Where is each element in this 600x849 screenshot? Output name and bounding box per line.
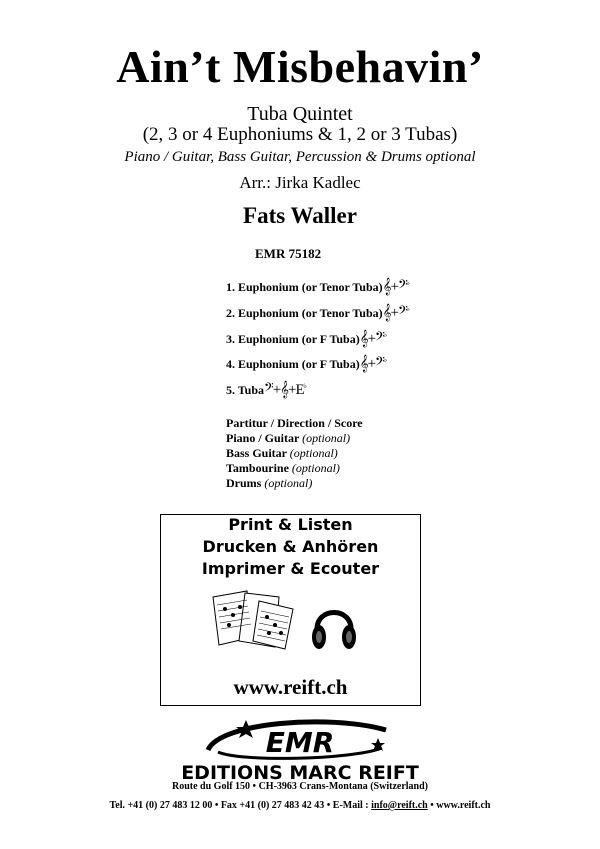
arranger: Arr.: Jirka Kadlec <box>239 173 361 192</box>
clef-icon: 𝄞+𝄢♭ <box>382 279 409 295</box>
subtitle: Tuba Quintet <box>247 103 353 125</box>
optional-instruments: Piano / Guitar, Bass Guitar, Percussion & Drums optional <box>124 149 476 165</box>
publisher-contact: Tel. +41 (0) 27 483 12 00 • Fax +41 (0) 27 483 42 43 • E-Mail : info@reift.ch • www.reift.ch <box>109 800 491 811</box>
headphones-icon <box>309 599 359 653</box>
part-label: 5. Tuba <box>226 383 265 397</box>
extra-part: Partitur / Direction / Score <box>226 416 363 430</box>
clef-icon: 𝄞+𝄢♭ <box>382 305 409 321</box>
catalog-number: EMR 75182 <box>255 246 322 261</box>
part-item <box>226 304 409 322</box>
extra-part: Tambourine (optional) <box>226 461 340 475</box>
part-label: 4. Euphonium (or F Tuba) <box>226 357 360 371</box>
logo-mark: EMR <box>265 726 335 759</box>
extra-part: Bass Guitar (optional) <box>226 446 338 460</box>
logo-name: EDITIONS MARC REIFT <box>181 762 419 782</box>
extra-part: Drums (optional) <box>226 476 313 490</box>
clef-icon: 𝄢+𝄞+E♭ <box>264 382 306 398</box>
part-label: 2. Euphonium (or Tenor Tuba) <box>226 306 383 320</box>
email-link[interactable]: info@reift.ch <box>371 800 428 811</box>
print-listen-en: Print & Listen <box>228 515 353 534</box>
part-item <box>226 278 409 296</box>
part-label: 1. Euphonium (or Tenor Tuba) <box>226 280 383 294</box>
clef-icon: 𝄞+𝄢♭ <box>359 356 387 372</box>
print-listen-box <box>160 514 421 706</box>
instrumentation: (2, 3 or 4 Euphoniums & 1, 2 or 3 Tubas) <box>142 124 458 145</box>
part-item <box>226 330 386 348</box>
print-listen-fr: Imprimer & Ecouter <box>201 559 380 578</box>
publisher-address: Route du Golf 150 • CH-3963 Crans-Montana (Switzerland) <box>172 781 428 792</box>
sheet-music-icon <box>209 587 297 651</box>
part-item <box>226 355 386 373</box>
composer: Fats Waller <box>243 203 357 228</box>
website-url[interactable]: www.reift.ch <box>233 675 348 699</box>
print-listen-de: Drucken & Anhören <box>202 537 379 556</box>
emr-logo <box>150 712 450 782</box>
clef-icon: 𝄞+𝄢♭ <box>359 331 387 347</box>
title: Ain’t Misbehavin’ <box>116 41 484 92</box>
extra-part: Piano / Guitar (optional) <box>226 431 351 445</box>
part-item <box>226 381 306 399</box>
part-label: 3. Euphonium (or F Tuba) <box>226 332 360 346</box>
